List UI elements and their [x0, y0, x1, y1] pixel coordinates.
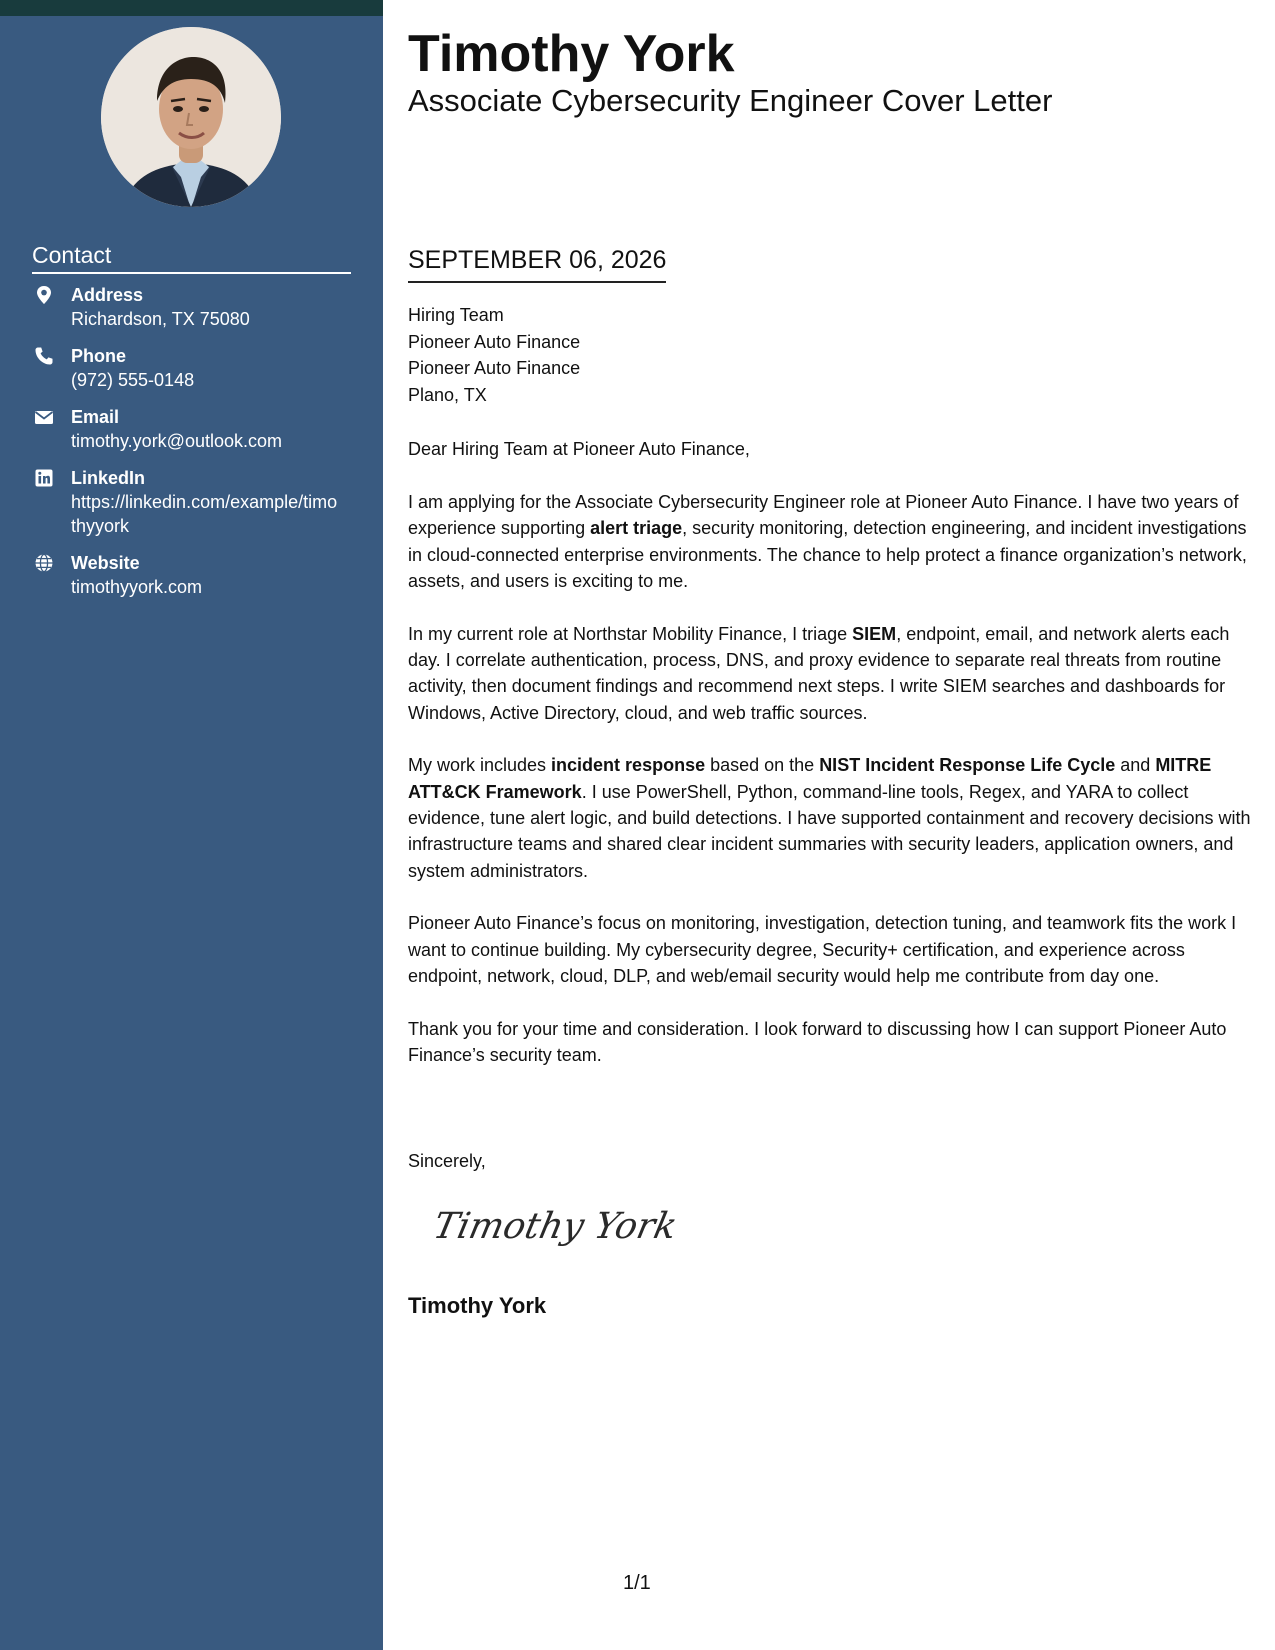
paragraph-text: , security monitoring, detection engineering, and incident investigations in cloud-connected enterprise environments. The chance to help protect a finance organization’s network, assets, and users is exciting to me.: [408, 518, 1247, 592]
recipient-line: Pioneer Auto Finance: [408, 331, 581, 352]
envelope-icon: [34, 407, 54, 427]
page-number: 1/1: [623, 1572, 651, 1594]
paragraph-text: based on the: [705, 755, 820, 776]
phone-icon: [34, 346, 54, 366]
linkedin-label: LinkedIn: [71, 468, 146, 488]
body-paragraph: [408, 910, 1253, 989]
sidebar: [0, 0, 383, 1650]
paragraph-text: and: [1115, 755, 1156, 776]
emphasized-text: incident response: [551, 755, 706, 776]
phone-label: Phone: [71, 346, 127, 366]
recipient-line: Plano, TX: [408, 384, 487, 405]
paragraph-text: I am applying for the Associate Cybersecurity Engineer role at Pioneer Auto Finance. I have two years of experience supporting: [408, 492, 1239, 539]
closing: Sincerely,: [408, 1151, 486, 1171]
document-subtitle: Associate Cybersecurity Engineer Cover Letter: [408, 83, 1053, 118]
body-paragraph: [408, 489, 1253, 595]
contact-item-website: [32, 551, 352, 599]
emphasized-text: MITRE ATT&CK Framework: [408, 755, 1212, 802]
paragraph-text: Pioneer Auto Finance’s focus on monitoring, investigation, detection tuning, and teamwork fits the work I want to continue building. My cybersecurity degree, Security+ certification, and experience across endpoint, network, cloud, DLP, and web/email security would help me contribute from day one.: [408, 913, 1237, 987]
contact-item-phone: [32, 344, 352, 392]
location-pin-icon: [34, 285, 54, 305]
website-value[interactable]: timothyyork.com: [71, 577, 203, 597]
letter-body: [408, 489, 1253, 1094]
address-value: Richardson, TX 75080: [71, 309, 250, 329]
avatar: [101, 27, 281, 207]
email-value[interactable]: timothy.york@outlook.com: [71, 431, 283, 451]
recipient-line: Hiring Team: [408, 305, 504, 325]
phone-value: (972) 555-0148: [71, 370, 195, 390]
address-label: Address: [71, 285, 144, 305]
contact-item-address: [32, 283, 352, 331]
body-paragraph: [408, 1016, 1253, 1069]
emphasized-text: NIST Incident Response Life Cycle: [819, 755, 1116, 776]
handwritten-signature: Timothy York: [429, 1206, 681, 1247]
paragraph-text: , endpoint, email, and network alerts each day. I correlate authentication, process, DNS, and proxy evidence to separate real threats from routine activity, then document findings and recommend next steps. I write SIEM searches and dashboards for Windows, Active Directory, cloud, and web traffic sources.: [408, 623, 1230, 723]
email-label: Email: [71, 407, 120, 427]
linkedin-icon: [34, 468, 54, 488]
recipient-block: [408, 302, 580, 408]
emphasized-text: alert triage: [590, 518, 683, 539]
website-label: Website: [71, 553, 140, 573]
salutation: Dear Hiring Team at Pioneer Auto Finance,: [408, 439, 750, 459]
contact-heading: Contact: [32, 240, 351, 274]
body-paragraph: [408, 752, 1253, 884]
letter-date: SEPTEMBER 06, 2026: [408, 243, 666, 283]
sidebar-top-bar: [0, 0, 383, 16]
globe-icon: [34, 553, 54, 573]
paragraph-text: In my current role at Northstar Mobility Finance, I triage: [408, 623, 853, 644]
paragraph-text: . I use PowerShell, Python, command-line tools, Regex, and YARA to collect evidence, tune alert logic, and build detections. I have supported containment and recovery decisions with infrastructure teams and shared clear incident summaries with security leaders, application owners, and system administrators.: [408, 781, 1251, 881]
recipient-line: Pioneer Auto Finance: [408, 358, 581, 378]
contact-list: [32, 283, 352, 612]
paragraph-text: Thank you for your time and consideration. I look forward to discussing how I can support Pioneer Auto Finance’s security team.: [408, 1018, 1227, 1065]
contact-item-email: [32, 405, 352, 453]
body-paragraph: [408, 621, 1253, 727]
applicant-name: Timothy York: [408, 25, 735, 83]
linkedin-value[interactable]: https://linkedin.com/example/timothyyork: [71, 492, 338, 536]
portrait-photo: [101, 27, 281, 207]
paragraph-text: My work includes: [408, 755, 552, 776]
emphasized-text: SIEM: [852, 623, 897, 644]
contact-item-linkedin: [32, 466, 352, 538]
signer-name: Timothy York: [408, 1293, 547, 1318]
